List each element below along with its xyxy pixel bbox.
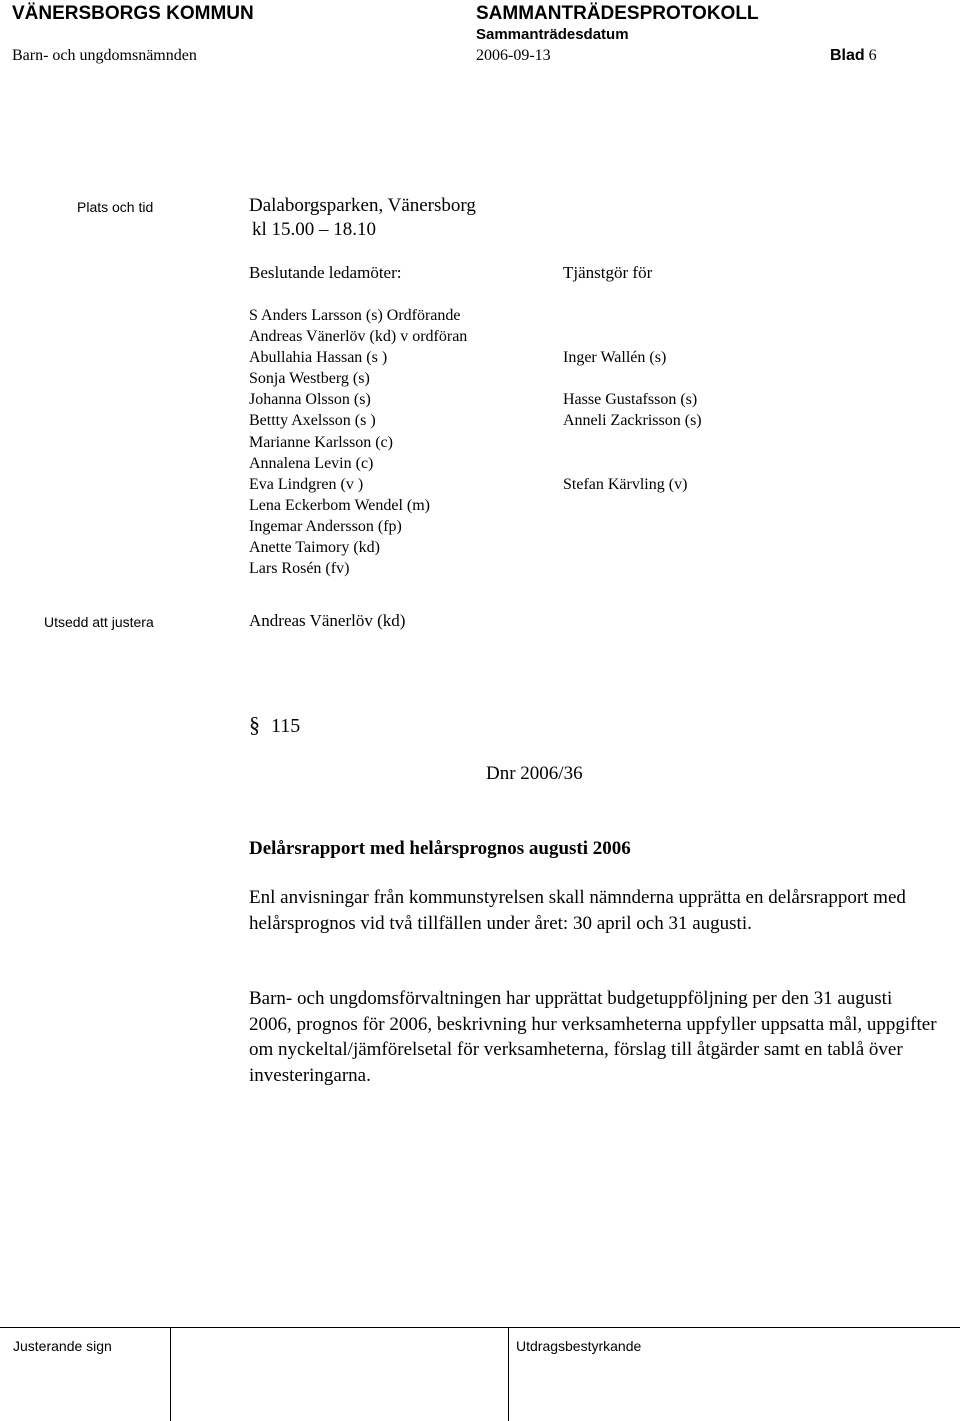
adjuster-label: Utsedd att justera xyxy=(44,614,154,630)
body-paragraph: Barn- och ungdomsförvaltningen har upprättat budgetuppföljning per den 31 augusti 2006, prognos för 2006, beskrivning hur verksamheterna uppfyller uppsatta mål, uppgifter om nyckeltal/jämförelsetal för verksamheterna, förslag till åtgärder samt en tablå över investeringarna. xyxy=(249,988,937,1086)
municipality-name: VÄNERSBORGS KOMMUN xyxy=(12,3,254,24)
date-label: Sammanträdesdatum xyxy=(476,26,629,43)
item-title: Delårsrapport med helårsprognos augusti 2006 xyxy=(249,838,631,859)
member-name: Ingemar Andersson (fp) xyxy=(249,517,402,535)
serving-for-name xyxy=(563,495,702,516)
meeting-time: kl 15.00 – 18.10 xyxy=(252,219,377,240)
members-list xyxy=(249,305,467,579)
dnr-number: Dnr 2006/36 xyxy=(486,763,583,784)
serving-for-name: Stefan Kärvling (v) xyxy=(563,475,688,493)
place-label: Plats och tid xyxy=(77,199,154,215)
section-symbol: § xyxy=(249,712,260,737)
body-paragraph: Enl anvisningar från kommunstyrelsen skall nämnderna upprätta en delårsrapport med helårsprognos vid två tillfällen under året: 30 april och 31 augusti. xyxy=(249,887,906,934)
sheet-label: Blad xyxy=(830,47,865,64)
meeting-place: Dalaborgsparken, Vänersborg xyxy=(249,195,476,216)
sheet-number: 6 xyxy=(868,47,877,64)
serving-for-name xyxy=(563,326,702,347)
member-name: S Anders Larsson (s) Ordförande xyxy=(249,307,461,324)
member-name: Lena Eckerbom Wendel (m) xyxy=(249,496,431,514)
serving-for-name xyxy=(563,305,702,326)
member-name: Bettty Axelsson (s ) xyxy=(249,412,376,430)
serving-for-name xyxy=(563,537,702,558)
members-heading: Beslutande ledamöter: xyxy=(249,263,402,282)
member-name: Anette Taimory (kd) xyxy=(249,539,380,557)
member-name: Lars Rosén (fv) xyxy=(249,560,350,578)
serving-for-name: Inger Wallén (s) xyxy=(563,349,667,367)
member-name: Andreas Vänerlöv (kd) v ordföran xyxy=(249,328,468,346)
doc-type: SAMMANTRÄDESPROTOKOLL xyxy=(476,3,759,24)
footer-divider-vertical xyxy=(170,1327,171,1421)
extract-label: Utdragsbestyrkande xyxy=(516,1338,642,1354)
footer-divider-vertical xyxy=(508,1327,509,1421)
member-name: Sonja Westberg (s) xyxy=(249,370,370,388)
adjuster-name: Andreas Vänerlöv (kd) xyxy=(249,611,406,630)
serving-for-name xyxy=(563,516,702,537)
member-name: Annalena Levin (c) xyxy=(249,454,374,472)
member-name: Marianne Karlsson (c) xyxy=(249,433,393,451)
sign-label: Justerande sign xyxy=(13,1338,112,1354)
serving-for-name: Anneli Zackrisson (s) xyxy=(563,412,702,430)
serving-for-name: Hasse Gustafsson (s) xyxy=(563,391,698,409)
meeting-date: 2006-09-13 xyxy=(476,47,551,64)
member-name: Abullahia Hassan (s ) xyxy=(249,349,388,367)
item-number xyxy=(249,712,300,739)
member-name: Eva Lindgren (v ) xyxy=(249,475,364,493)
sheet-indicator xyxy=(830,46,877,66)
member-name: Johanna Olsson (s) xyxy=(249,391,371,409)
serving-heading: Tjänstgör för xyxy=(563,263,653,282)
serving-for-name xyxy=(563,453,702,474)
committee-name: Barn- och ungdomsnämnden xyxy=(12,47,197,64)
serving-for-name xyxy=(563,558,702,579)
serving-for-name xyxy=(563,432,702,453)
serving-for-list xyxy=(563,305,702,579)
footer-divider xyxy=(0,1327,960,1328)
item-number-value: 115 xyxy=(271,715,301,737)
serving-for-name xyxy=(563,368,702,389)
